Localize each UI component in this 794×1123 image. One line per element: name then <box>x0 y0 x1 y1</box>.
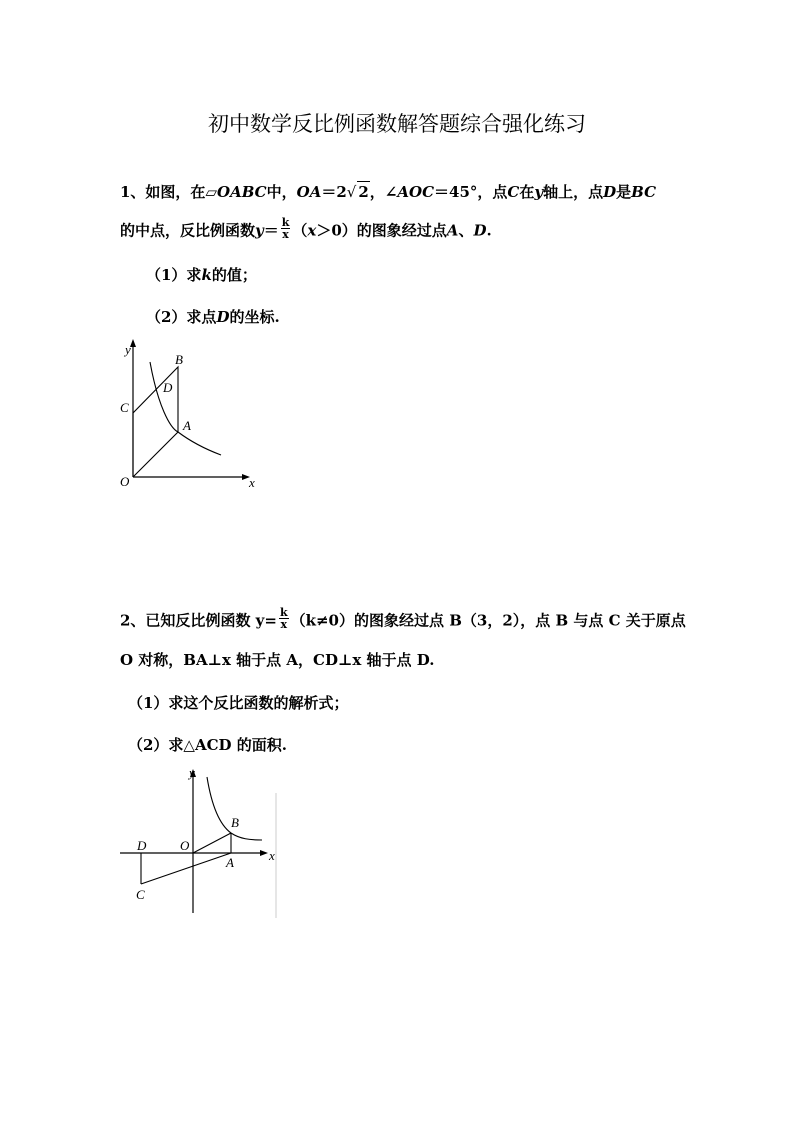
q1-text: . <box>486 221 492 240</box>
fig2-label-d: D <box>137 838 147 853</box>
y-axis-arrow-icon <box>130 339 136 347</box>
q2-line-2: O 对称，BA⊥x 轴于点 A，CD⊥x 轴于点 D. <box>120 651 435 669</box>
func-eq: ＝ <box>263 221 279 240</box>
figure-1 <box>110 336 270 496</box>
q1-text: 1、如图，在 <box>120 183 206 201</box>
fig2-label-a: A <box>226 855 234 870</box>
hyperbola-curve <box>207 777 262 840</box>
q1-text: 轴上，点 <box>543 183 604 201</box>
fig1-label-b: B <box>175 352 183 367</box>
fig2-label-y: y <box>189 765 195 780</box>
q1-sub-1 <box>146 265 257 285</box>
q1-text: 中， <box>266 183 297 201</box>
fig2-label-o: O <box>180 838 190 853</box>
page-title: 初中数学反比例函数解答题综合强化练习 <box>208 112 586 136</box>
figure-name: OABC <box>217 183 267 201</box>
fraction-numerator: k <box>281 216 290 229</box>
q1-text: （ <box>292 221 308 240</box>
q1-text: ， <box>369 183 385 201</box>
segment-oa: OA <box>296 183 322 201</box>
fig1-label-x: x <box>249 475 255 490</box>
fraction-denominator: x <box>282 228 289 241</box>
fraction-k-over-x <box>279 607 289 630</box>
fraction-numerator: k <box>279 606 288 619</box>
x-axis-arrow-icon <box>260 850 268 856</box>
point-a: A <box>446 221 459 240</box>
q1-text: 是 <box>616 183 632 201</box>
fig1-label-d: D <box>163 380 173 395</box>
q1-text: 的图象经过点 <box>356 221 447 240</box>
q1-text: 的值； <box>211 266 257 284</box>
q2-sub-2: （2）求△ACD 的面积. <box>128 736 288 754</box>
fig1-label-a: A <box>183 418 191 433</box>
q1-text: ，点 <box>477 183 508 201</box>
q1-line-1: 1、如图，在▱OABC中，OA＝2√ 2，∠AOC＝45°，点C在y轴上，点D是BC <box>120 183 657 201</box>
segment-bc: BC <box>631 183 657 201</box>
q1-text: 在 <box>519 183 535 201</box>
q1-text: 的坐标. <box>229 308 280 326</box>
angle-name: AOC <box>397 183 435 201</box>
q2-text: 2、已知反比例函数 y= <box>120 611 277 630</box>
fig2-label-b: B <box>231 815 239 830</box>
cond-rest: ＞0） <box>316 221 357 240</box>
q1-line-2 <box>120 216 492 243</box>
point-d: D <box>603 183 617 201</box>
point-d: D <box>473 221 487 240</box>
q2-sub-1: （1）求这个反比函数的解析式； <box>128 694 349 712</box>
segment-ob <box>193 833 231 853</box>
q2-line-1 <box>120 606 686 633</box>
fig1-label-o: O <box>120 474 130 489</box>
func-y: y <box>255 221 264 240</box>
angle-symbol: ∠ <box>384 183 398 201</box>
fraction-denominator: x <box>280 618 288 631</box>
cond-x: x <box>307 221 317 240</box>
axis-y-name: y <box>534 183 544 201</box>
hyperbola-curve <box>150 362 221 455</box>
q1-text: 、 <box>458 221 474 240</box>
fig1-label-c: C <box>120 400 129 415</box>
q1-text: 的中点，反比例函数 <box>120 221 256 240</box>
sqrt-argument: 2 <box>358 183 369 201</box>
q2-text: （k≠0）的图象经过点 B（3，2），点 B 与点 C 关于原点 <box>290 611 686 630</box>
angle-value: ＝45° <box>434 183 478 201</box>
fig1-label-y: y <box>125 342 131 357</box>
fraction-k-over-x <box>281 217 291 240</box>
parallelogram-symbol: ▱ <box>205 183 217 201</box>
q1-text: ＝2 <box>321 183 347 201</box>
fig2-label-x: x <box>269 848 275 863</box>
fig2-label-c: C <box>136 887 145 902</box>
q1-text: （1）求 <box>146 266 202 284</box>
q1-sub-2 <box>146 307 280 327</box>
segment-ca <box>141 853 231 884</box>
var-k: k <box>201 266 212 284</box>
point-d: D <box>216 308 230 326</box>
q1-text: （2）求点 <box>146 308 217 326</box>
point-c: C <box>507 183 520 201</box>
figure-2 <box>112 763 284 923</box>
